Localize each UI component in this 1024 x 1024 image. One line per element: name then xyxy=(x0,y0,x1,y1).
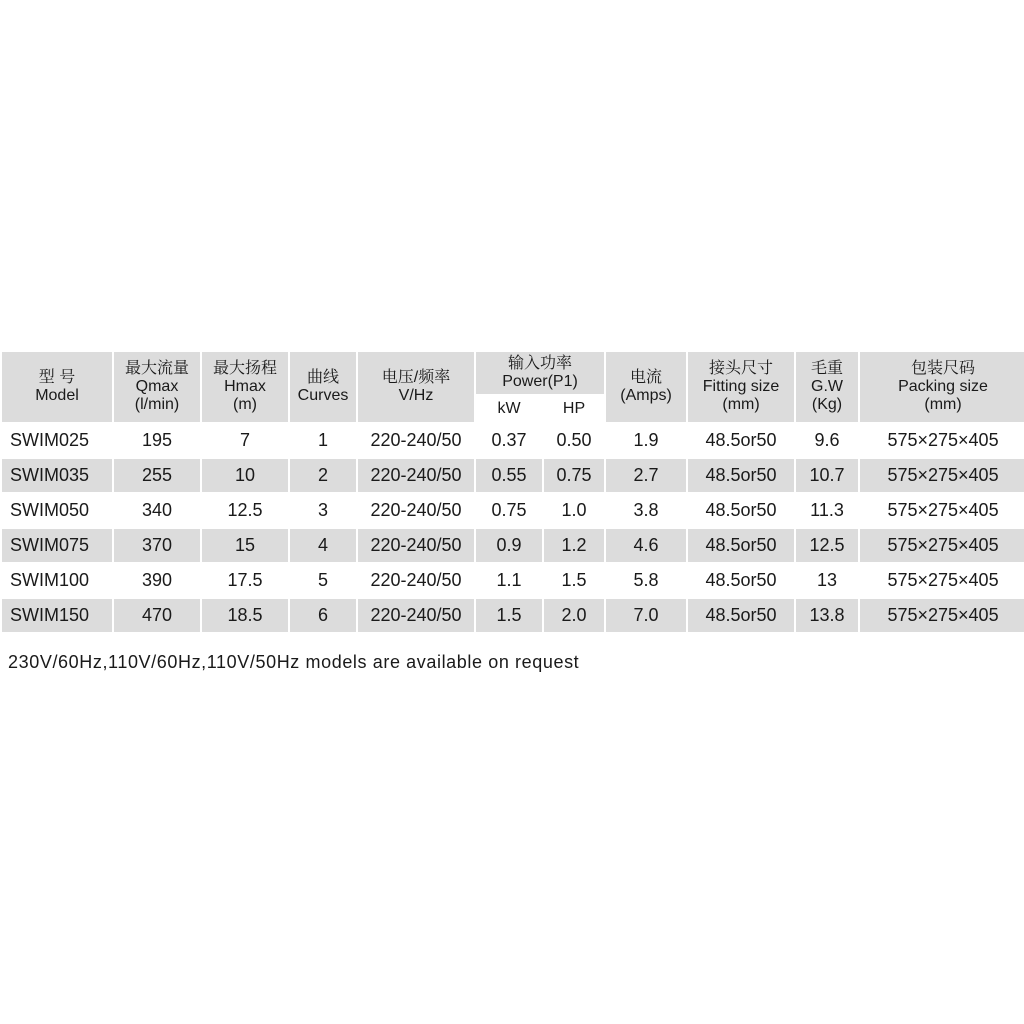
cell-qmax: 390 xyxy=(141,570,173,590)
cell-packing: 575×275×405 xyxy=(887,570,999,590)
cell-model: SWIM100 xyxy=(10,570,90,590)
cell-amps: 4.6 xyxy=(606,529,686,562)
cell-kw: 0.75 xyxy=(491,500,527,520)
cell-model: SWIM025 xyxy=(10,430,90,450)
cell-gw: 10.7 xyxy=(796,459,858,492)
cell-packing: 575×275×405 xyxy=(887,430,999,450)
cell-qmax: 370 xyxy=(114,529,200,562)
availability-note: 230V/60Hz,110V/60Hz,110V/50Hz models are available on request xyxy=(8,652,580,672)
cell-gw: 13.8 xyxy=(796,599,858,632)
header-fitting: 接头尺寸 Fitting size (mm) xyxy=(688,352,794,422)
cell-amps: 2.7 xyxy=(606,459,686,492)
table-row xyxy=(2,529,1024,562)
cell-hp: 1.5 xyxy=(561,570,587,590)
cell-hp: 0.75 xyxy=(544,459,604,492)
cell-model: SWIM035 xyxy=(2,459,112,492)
cell-fitting: 48.5or50 xyxy=(688,529,794,562)
cell-voltage: 220-240/50 xyxy=(358,529,474,562)
cell-amps: 1.9 xyxy=(633,430,659,450)
table-row xyxy=(2,494,1024,527)
cell-kw: 0.9 xyxy=(476,529,542,562)
cell-kw: 0.55 xyxy=(476,459,542,492)
header-curves: 曲线 Curves xyxy=(290,352,356,422)
cell-voltage: 220-240/50 xyxy=(370,500,462,520)
header-power: 输入功率 Power(P1) xyxy=(476,352,604,394)
cell-packing: 575×275×405 xyxy=(860,529,1024,562)
cell-hmax: 12.5 xyxy=(227,500,263,520)
cell-gw: 12.5 xyxy=(796,529,858,562)
cell-curve: 3 xyxy=(317,500,328,520)
cell-qmax: 340 xyxy=(141,500,173,520)
header-packing: 包装尺码 Packing size (mm) xyxy=(860,352,1024,422)
header-weight: 毛重 G.W (Kg) xyxy=(796,352,858,422)
cell-model: SWIM150 xyxy=(2,599,112,632)
table-row xyxy=(2,424,1024,457)
cell-hp: 2.0 xyxy=(544,599,604,632)
cell-hp: 1.0 xyxy=(561,500,587,520)
cell-curve: 5 xyxy=(317,570,328,590)
cell-gw: 11.3 xyxy=(810,500,844,520)
cell-gw: 13 xyxy=(817,570,838,590)
cell-hp: 1.2 xyxy=(544,529,604,562)
cell-hmax: 17.5 xyxy=(227,570,263,590)
cell-hp: 0.50 xyxy=(556,430,592,450)
cell-gw: 9.6 xyxy=(814,430,840,450)
cell-curve: 1 xyxy=(317,430,328,450)
cell-voltage: 220-240/50 xyxy=(358,459,474,492)
cell-curve: 6 xyxy=(290,599,356,632)
cell-fitting: 48.5or50 xyxy=(705,570,777,590)
cell-kw: 1.5 xyxy=(476,599,542,632)
cell-hmax: 15 xyxy=(202,529,288,562)
cell-fitting: 48.5or50 xyxy=(688,599,794,632)
spec-table-body xyxy=(2,424,1024,632)
cell-packing: 575×275×405 xyxy=(860,459,1024,492)
cell-packing: 575×275×405 xyxy=(887,500,999,520)
header-current: 电流 (Amps) xyxy=(606,352,686,422)
cell-fitting: 48.5or50 xyxy=(688,459,794,492)
cell-qmax: 195 xyxy=(141,430,173,450)
cell-fitting: 48.5or50 xyxy=(705,430,777,450)
cell-voltage: 220-240/50 xyxy=(370,430,462,450)
table-row xyxy=(2,459,1024,492)
cell-fitting: 48.5or50 xyxy=(705,500,777,520)
spec-table xyxy=(0,350,1024,634)
table-row xyxy=(2,564,1024,597)
header-voltage: 电压/频率 V/Hz xyxy=(358,352,474,422)
cell-qmax: 470 xyxy=(114,599,200,632)
header-model: 型 号 Model xyxy=(2,352,112,422)
cell-voltage: 220-240/50 xyxy=(370,570,462,590)
cell-hmax: 7 xyxy=(239,430,250,450)
cell-kw: 1.1 xyxy=(496,570,522,590)
cell-model: SWIM050 xyxy=(10,500,90,520)
cell-amps: 5.8 xyxy=(633,570,659,590)
cell-voltage: 220-240/50 xyxy=(358,599,474,632)
cell-hmax: 18.5 xyxy=(202,599,288,632)
header-qmax: 最大流量 Qmax (l/min) xyxy=(114,352,200,422)
header-power-kw: kW xyxy=(476,396,542,422)
header-hmax: 最大扬程 Hmax (m) xyxy=(202,352,288,422)
cell-kw: 0.37 xyxy=(491,430,527,450)
cell-model: SWIM075 xyxy=(2,529,112,562)
table-row xyxy=(2,599,1024,632)
cell-hmax: 10 xyxy=(202,459,288,492)
header-power-hp: HP xyxy=(544,396,604,422)
cell-curve: 4 xyxy=(290,529,356,562)
cell-amps: 7.0 xyxy=(606,599,686,632)
cell-qmax: 255 xyxy=(114,459,200,492)
cell-curve: 2 xyxy=(290,459,356,492)
cell-packing: 575×275×405 xyxy=(860,599,1024,632)
cell-amps: 3.8 xyxy=(633,500,659,520)
